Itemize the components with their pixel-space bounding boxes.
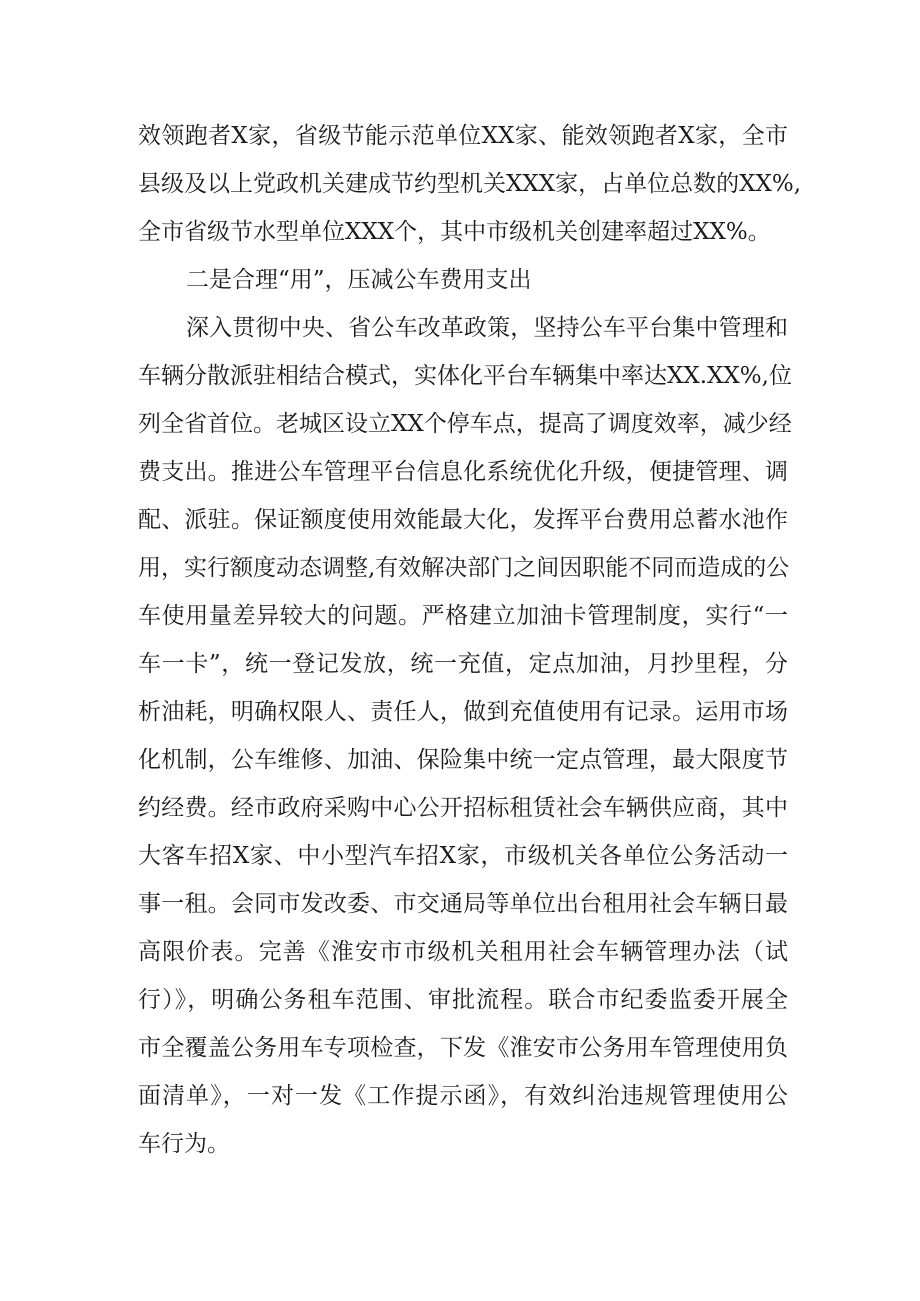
text-line: 化机制，公车维修、加油、保险集中统一定点管理，最大限度节 bbox=[138, 747, 788, 773]
text-line: 析油耗，明确权限人、责任人，做到充值使用有记录。运用市场 bbox=[138, 699, 788, 725]
text-line: 市全覆盖公务用车专项检查，下发《淮安市公务用车管理使用负 bbox=[138, 1035, 788, 1061]
text-line: 车使用量差异较大的问题。严格建立加油卡管理制度，实行“一 bbox=[138, 603, 788, 629]
text-line: 车一卡”，统一登记发放，统一充值，定点加油，月抄里程，分 bbox=[138, 651, 788, 677]
text-line: 效领跑者X家，省级节能示范单位XX家、能效领跑者X家，全市 bbox=[138, 123, 788, 149]
section-heading: 二是合理“用”，压减公车费用支出 bbox=[186, 267, 532, 293]
text-line: 事一租。会同市发改委、市交通局等单位出台租用社会车辆日最 bbox=[138, 891, 788, 917]
text-line: 县级及以上党政机关建成节约型机关XXX家，占单位总数的XX%, bbox=[138, 171, 802, 197]
paragraph-vehicle-expenses bbox=[138, 304, 792, 1168]
text-line: 约经费。经市政府采购中心公开招标租赁社会车辆供应商，其中 bbox=[138, 795, 788, 821]
text-line: 车行为。 bbox=[138, 1131, 230, 1157]
text-line: 配、派驻。保证额度使用效能最大化，发挥平台费用总蓄水池作 bbox=[138, 507, 788, 533]
paragraph-energy-saving bbox=[138, 112, 802, 256]
text-line: 费支出。推进公车管理平台信息化系统优化升级，便捷管理、调 bbox=[138, 459, 788, 485]
text-line: 面清单》，一对一发《工作提示函》，有效纠治违规管理使用公 bbox=[138, 1083, 788, 1109]
text-line: 车辆分散派驻相结合模式，实体化平台车辆集中率达XX.XX%,位 bbox=[138, 363, 792, 389]
text-line: 行）》，明确公务租车范围、审批流程。联合市纪委监委开展全 bbox=[138, 987, 788, 1013]
document-page bbox=[138, 112, 802, 1168]
text-line: 用，实行额度动态调整,有效解决部门之间因职能不同而造成的公 bbox=[138, 555, 790, 581]
text-line: 全市省级节水型单位XXX个，其中市级机关创建率超过XX%。 bbox=[138, 219, 771, 245]
text-line: 深入贯彻中央、省公车改革政策，坚持公车平台集中管理和 bbox=[186, 315, 788, 341]
text-line: 大客车招X家、中小型汽车招X家，市级机关各单位公务活动一 bbox=[138, 843, 788, 869]
text-line: 高限价表。完善《淮安市市级机关租用社会车辆管理办法（试 bbox=[138, 939, 788, 965]
text-line: 列全省首位。老城区设立XX个停车点，提高了调度效率，减少经 bbox=[138, 411, 792, 437]
